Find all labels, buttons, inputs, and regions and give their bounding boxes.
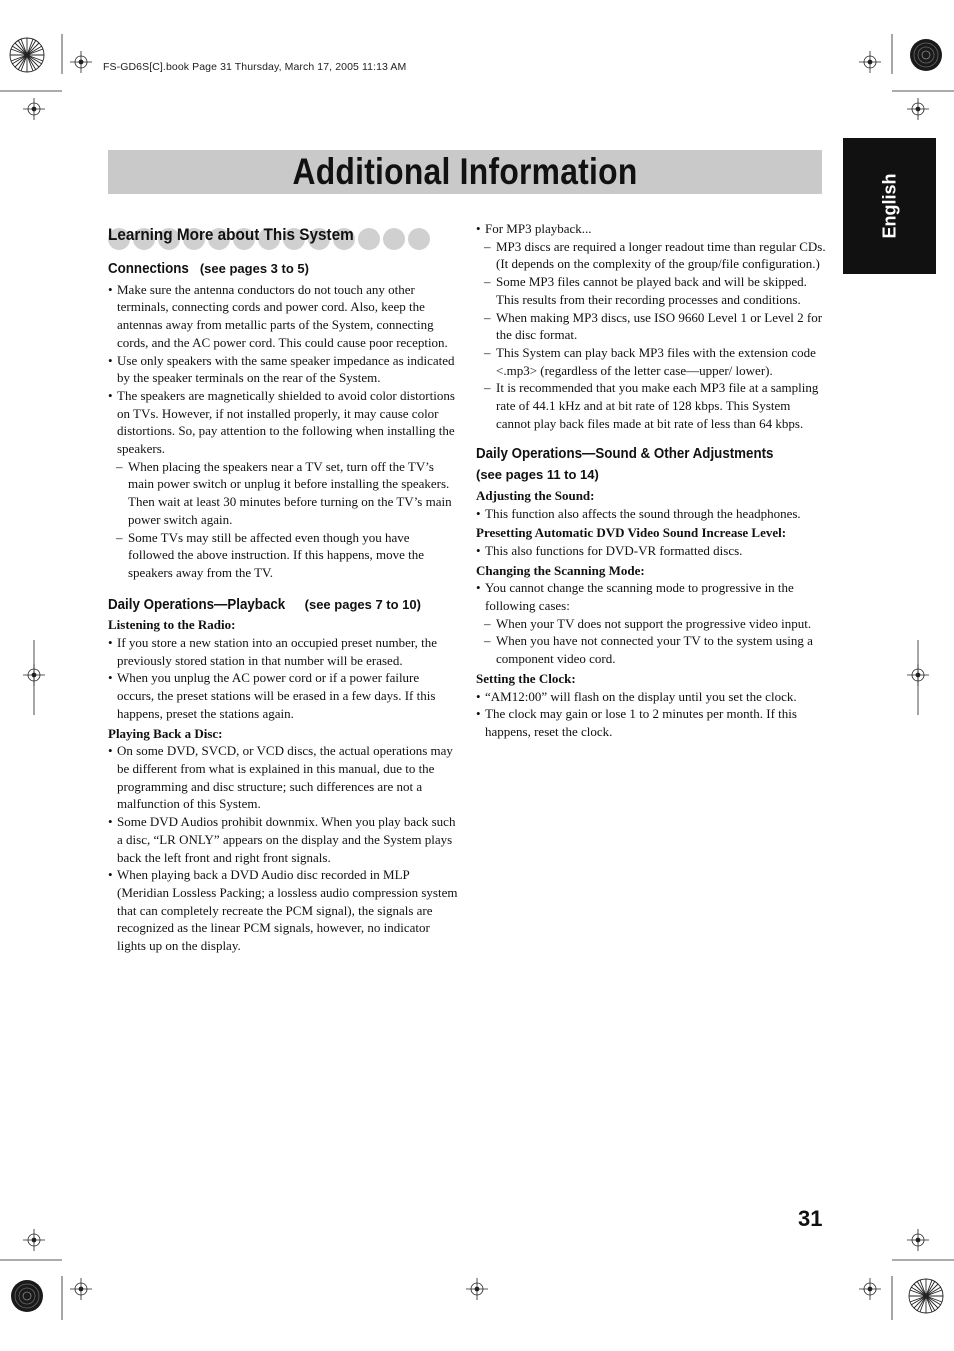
list-item: • On some DVD, SVCD, or VCD discs, the actual operations may be different from what is explained in this manual, due to the programming and disc structure; such differences are not a malfunction of this System. [108, 742, 458, 813]
list-item: • “AM12:00” will flash on the display until you set the clock. [476, 688, 826, 706]
list-item: • When you unplug the AC power cord or if a power failure occurs, the preset stations will be erased in a few days. If this happens, preset the stations again. [108, 669, 458, 722]
list-item: • The speakers are magnetically shielded to avoid color distortions on TVs. However, if not installed properly, it may cause color distortions. So, pay attention to the following when installing the speakers. [108, 387, 458, 458]
list-item: • Use only speakers with the same speaker impedance as indicated by the speaker terminals on the rear of the System. [108, 352, 458, 387]
section-title: Learning More about This System [108, 225, 354, 244]
page-number: 31 [798, 1206, 823, 1231]
connections-pages: (see pages 3 to 5) [199, 261, 309, 276]
dash-item: – MP3 discs are required a longer readout time than regular CDs. (It depends on the complexity of the group/file configuration.) [476, 238, 826, 273]
list-item: • Make sure the antenna conductors do not touch any other terminals, connecting cords and power cord. Also, keep the antennas away from metallic parts of the System, connecting cords, and the AC power cord. This could cause poor reception. [108, 281, 458, 352]
list-item: • For MP3 playback... [476, 220, 826, 238]
dash-item: – When placing the speakers near a TV set, turn off the TV’s main power switch or unplug it before installing the speakers. [108, 458, 458, 493]
dash-item: – This System can play back MP3 files with the extension code <.mp3> (regardless of the letter case—upper/ lower). [476, 344, 826, 379]
list-item: • The clock may gain or lose 1 to 2 minutes per month. If this happens, reset the clock. [476, 705, 826, 740]
page-title: Additional Information [292, 151, 638, 192]
disc-label: Playing Back a Disc: [108, 725, 223, 741]
clock-label: Setting the Clock: [476, 670, 576, 686]
playback-heading: Daily Operations—Playback (see pages 7 to 10) [108, 596, 421, 613]
dash-item: – Some TVs may still be affected even though you have followed the above instruction. If this happens, move the speakers away from the TV. [108, 529, 458, 582]
dash-item: – It is recommended that you make each MP3 file at a sampling rate of 44.1 kHz and at bit rate of 128 kbps. This System cannot play back files made at bit rate of less than 64 kbps. [476, 379, 826, 432]
language-tab [843, 138, 936, 274]
radio-label: Listening to the Radio: [108, 617, 236, 633]
list-item: • Some DVD Audios prohibit downmix. When you play back such a disc, “LR ONLY” appears on the display and the System plays back the left front and right front signals. [108, 813, 458, 866]
list-item: • This function also affects the sound through the headphones. [476, 505, 826, 523]
list-item: • When playing back a DVD Audio disc recorded in MLP (Meridian Lossless Packing; a lossless audio compression system that can completely recreate the PCM signal), the signals are recognized as the linear PCM signals, however, no indicator lights up on the display. [108, 866, 458, 955]
dash-item: – When your TV does not support the progressive video input. [476, 615, 826, 633]
section-heading [108, 220, 458, 254]
list-item: • If you store a new station into an occupied preset number, the previously stored station in that number will be erased. [108, 634, 458, 669]
dash-item: – When making MP3 discs, use ISO 9660 Level 1 or Level 2 for the disc format. [476, 309, 826, 344]
preset-label: Presetting Automatic DVD Video Sound Increase Level: [476, 525, 787, 541]
list-item: • This also functions for DVD-VR formatted discs. [476, 542, 826, 560]
dash-item: – Some MP3 files cannot be played back and will be skipped. This results from their recording processes and conditions. [476, 273, 826, 308]
sound-pages: (see pages 11 to 14) [476, 467, 599, 483]
title-bar [108, 150, 822, 194]
print-header: FS-GD6S[C].book Page 31 Thursday, March 17, 2005 11:13 AM [103, 61, 407, 73]
dash-item-continued: Then wait at least 30 minutes before turning on the TV’s main power switch again. [128, 494, 452, 527]
left-column [108, 220, 458, 955]
adjust-label: Adjusting the Sound: [476, 487, 595, 503]
scan-label: Changing the Scanning Mode: [476, 562, 645, 578]
connections-heading: Connections (see pages 3 to 5) [108, 261, 309, 277]
list-item: • You cannot change the scanning mode to progressive in the following cases: [476, 579, 826, 614]
sound-heading: Daily Operations—Sound & Other Adjustments [476, 446, 774, 463]
dash-item: – When you have not connected your TV to the system using a component video cord. [476, 632, 826, 667]
language-tab-label: English [879, 173, 899, 239]
playback-pages: (see pages 7 to 10) [304, 596, 421, 612]
right-column [476, 220, 826, 741]
